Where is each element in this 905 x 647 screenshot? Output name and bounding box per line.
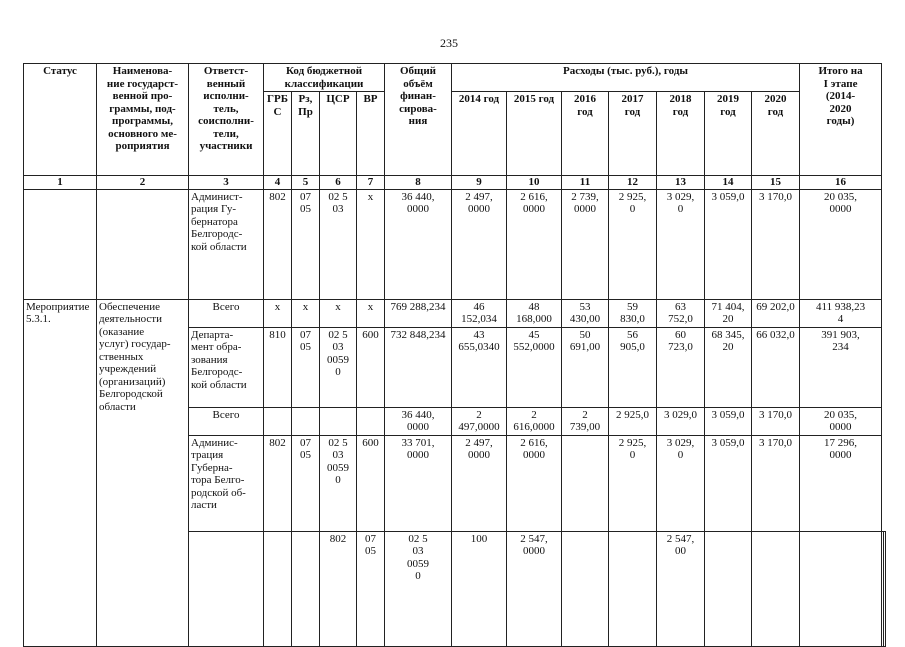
cell-itog: 20 035, 0000	[800, 407, 882, 435]
cell-itog: 411 938,23 4	[800, 299, 882, 327]
header-2019: 2019 год	[705, 92, 752, 176]
col-num: 14	[705, 176, 752, 190]
cell-2015: 2 616,0000	[507, 407, 562, 435]
cell-rzpr: 07 05	[292, 435, 320, 531]
col-num: 5	[292, 176, 320, 190]
cell-2019: 71 404, 20	[705, 299, 752, 327]
cell-2015: 2 616, 0000	[507, 189, 562, 299]
header-2020: 2020 год	[752, 92, 800, 176]
cell-2014: 43 655,0340	[452, 327, 507, 407]
cell-grbs	[264, 407, 292, 435]
cell-2020: 69 202,0	[752, 299, 800, 327]
cell-vr: 600	[357, 435, 385, 531]
cell-name: Обеспечение деятельности (оказание услуг) государ- ственных учреждений (организаций) Белгородской области	[97, 299, 189, 647]
cell-2019: 3 059,0	[705, 407, 752, 435]
cell-2016: 2 547, 00	[657, 531, 705, 647]
cell-2015: 45 552,0000	[507, 327, 562, 407]
col-num: 8	[385, 176, 452, 190]
cell-2018: 3 029,0	[657, 407, 705, 435]
cell-2017: 59 830,0	[609, 299, 657, 327]
cell-2020: 3 170,0	[752, 189, 800, 299]
cell-2015: 48 168,000	[507, 299, 562, 327]
cell-2014: 2 497, 0000	[452, 189, 507, 299]
header-2016: 2016 год	[562, 92, 609, 176]
cell-itog: 20 035, 0000	[800, 189, 882, 299]
cell-2016	[562, 435, 609, 531]
cell-vr: 600	[357, 327, 385, 407]
cell-name	[97, 189, 189, 299]
cell-2019	[800, 531, 882, 647]
cell-2014	[562, 531, 609, 647]
cell-total: 2 547, 0000	[507, 531, 562, 647]
cell-vr: 100	[452, 531, 507, 647]
cell-status: Мероприятие 5.3.1.	[24, 299, 97, 647]
header-2017: 2017 год	[609, 92, 657, 176]
header-rzpr: Рз, Пр	[292, 92, 320, 176]
cell-2018: 63 752,0	[657, 299, 705, 327]
cell-2018: 60 723,0	[657, 327, 705, 407]
cell-2016: 2 739,00	[562, 407, 609, 435]
cell-grbs: 802	[264, 189, 292, 299]
col-num: 2	[97, 176, 189, 190]
cell-total: 769 288,234	[385, 299, 452, 327]
col-num: 7	[357, 176, 385, 190]
cell-responsible: Всего	[189, 407, 264, 435]
cell-csr: 02 5 03	[320, 189, 357, 299]
cell-csr: 02 5 03 0059 0	[320, 435, 357, 531]
cell-2017: 2 925,0	[609, 407, 657, 435]
header-grbs: ГРБ С	[264, 92, 292, 176]
cell-vr: х	[357, 299, 385, 327]
cell-csr: х	[320, 299, 357, 327]
cell-2020: 3 170,0	[752, 435, 800, 531]
header-2018: 2018 год	[657, 92, 705, 176]
budget-table	[23, 63, 886, 647]
cell-2019: 68 345, 20	[705, 327, 752, 407]
cell-csr: 02 5 03 0059 0	[320, 327, 357, 407]
cell-2018	[752, 531, 800, 647]
column-number-row	[24, 176, 886, 190]
cell-rzpr: 07 05	[292, 327, 320, 407]
col-num: 3	[189, 176, 264, 190]
cell-responsible: Админист- рация Гу- бернатора Белгородс- кой области	[189, 189, 264, 299]
cell-rzpr: 07 05	[357, 531, 385, 647]
col-num: 16	[800, 176, 882, 190]
cell-total: 33 701, 0000	[385, 435, 452, 531]
cell-2019: 3 059,0	[705, 435, 752, 531]
cell-rzpr	[292, 407, 320, 435]
col-num: 9	[452, 176, 507, 190]
cell-2015	[609, 531, 657, 647]
cell-2019: 3 059,0	[705, 189, 752, 299]
page-number: 235	[440, 36, 458, 50]
cell-2017: 2 925, 0	[609, 435, 657, 531]
col-num: 13	[657, 176, 705, 190]
cell-total: 36 440, 0000	[385, 407, 452, 435]
cell-2016: 2 739, 0000	[562, 189, 609, 299]
cell-csr: 02 5 03 0059 0	[385, 531, 452, 647]
cell-itog	[884, 531, 886, 647]
cell-itog: 391 903, 234	[800, 327, 882, 407]
cell-status	[189, 531, 264, 647]
table-row	[24, 189, 886, 299]
cell-2017: 2 925, 0	[609, 189, 657, 299]
cell-2014: 2 497, 0000	[452, 435, 507, 531]
cell-2018: 3 029, 0	[657, 189, 705, 299]
cell-grbs: 802	[320, 531, 357, 647]
header-kbk: Код бюджетной классификации	[264, 64, 385, 92]
cell-2017	[705, 531, 752, 647]
col-num: 10	[507, 176, 562, 190]
cell-status	[24, 189, 97, 299]
col-num: 11	[562, 176, 609, 190]
cell-responsible: Департа- мент обра- зования Белгородс- кой области	[189, 327, 264, 407]
header-responsible: Ответст- венный исполни- тель, соисполни- тели, участники	[189, 64, 264, 176]
cell-grbs: 802	[264, 435, 292, 531]
cell-2017: 56 905,0	[609, 327, 657, 407]
cell-2015: 2 616, 0000	[507, 435, 562, 531]
cell-2014: 46 152,034	[452, 299, 507, 327]
cell-csr	[320, 407, 357, 435]
table-row	[24, 299, 886, 327]
col-num: 6	[320, 176, 357, 190]
col-num: 1	[24, 176, 97, 190]
header-csr: ЦСР	[320, 92, 357, 176]
header-expenses: Расходы (тыс. руб.), годы	[452, 64, 800, 92]
cell-responsible: Всего	[189, 299, 264, 327]
header-vr: ВР	[357, 92, 385, 176]
cell-2016: 53 430,00	[562, 299, 609, 327]
cell-name	[264, 531, 292, 647]
cell-total: 36 440, 0000	[385, 189, 452, 299]
cell-2014: 2 497,0000	[452, 407, 507, 435]
cell-vr	[357, 407, 385, 435]
col-num: 15	[752, 176, 800, 190]
header-2014: 2014 год	[452, 92, 507, 176]
header-row	[24, 64, 886, 92]
cell-2020: 66 032,0	[752, 327, 800, 407]
cell-responsible	[292, 531, 320, 647]
cell-2016: 50 691,00	[562, 327, 609, 407]
header-2015: 2015 год	[507, 92, 562, 176]
header-total: Общий объём финан- сирова- ния	[385, 64, 452, 176]
header-itog: Итого на I этапе (2014- 2020 годы)	[800, 64, 882, 176]
cell-2018: 3 029, 0	[657, 435, 705, 531]
cell-2020: 3 170,0	[752, 407, 800, 435]
header-name: Наименова- ние государст- венной про- граммы, под- программы, основного ме- роприятия	[97, 64, 189, 176]
cell-grbs: 810	[264, 327, 292, 407]
col-num: 12	[609, 176, 657, 190]
cell-vr: х	[357, 189, 385, 299]
cell-responsible: Админис- трация Губерна- тора Белго- родской об- ласти	[189, 435, 264, 531]
cell-grbs: х	[264, 299, 292, 327]
col-num: 4	[264, 176, 292, 190]
cell-rzpr: х	[292, 299, 320, 327]
cell-itog: 17 296, 0000	[800, 435, 882, 531]
cell-total: 732 848,234	[385, 327, 452, 407]
header-status: Статус	[24, 64, 97, 176]
cell-rzpr: 07 05	[292, 189, 320, 299]
